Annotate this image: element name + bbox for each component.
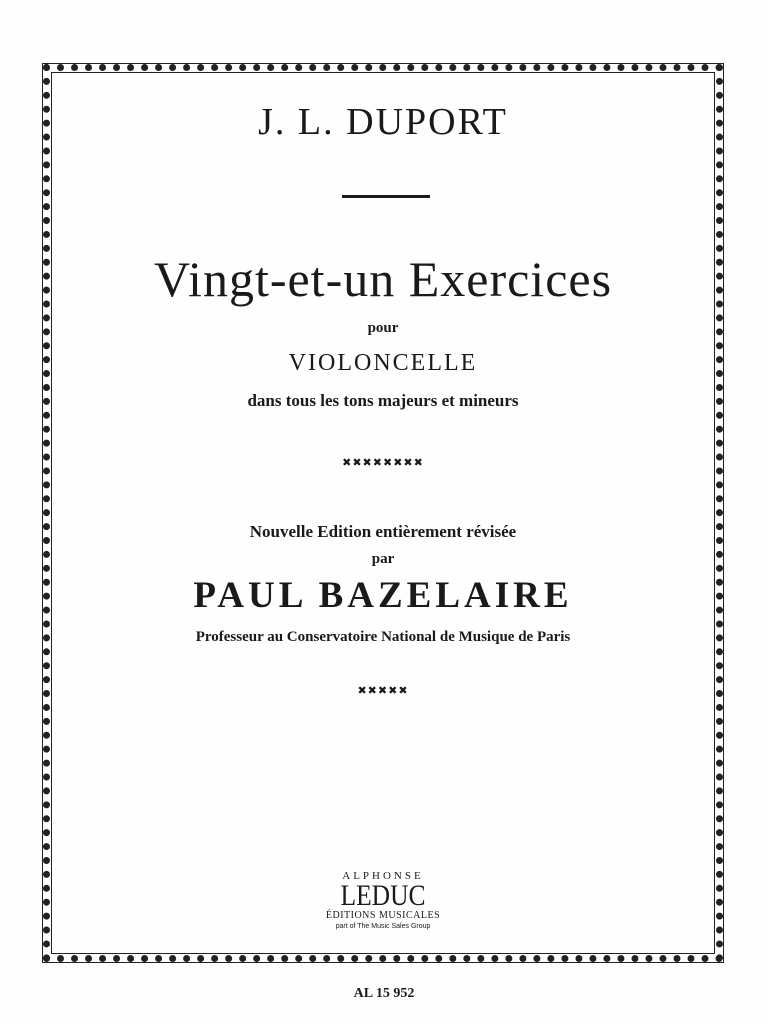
logo-line-group: part of The Music Sales Group bbox=[335, 923, 431, 930]
logo-line-alphonse: ALPHONSE bbox=[342, 870, 424, 882]
divider-rule bbox=[342, 195, 430, 198]
work-title: Vingt-et-un Exercices bbox=[153, 251, 613, 307]
composer-name: J. L. DUPORT bbox=[258, 101, 508, 143]
border-inner-line bbox=[51, 72, 715, 954]
decorative-border bbox=[43, 64, 723, 962]
ornament-row-2: ✖✖✖✖✖ bbox=[357, 684, 409, 697]
pour-text: pour bbox=[367, 320, 399, 336]
ornament-row-1: ✖✖✖✖✖✖✖✖ bbox=[342, 456, 424, 469]
edition-note: Nouvelle Edition entièrement révisée bbox=[249, 522, 517, 541]
reviser-title: Professeur au Conservatoire National de Musique de Paris bbox=[195, 629, 571, 645]
catalog-number: AL 15 952 bbox=[353, 986, 415, 1001]
keys-description: dans tous les tons majeurs et mineurs bbox=[247, 391, 519, 410]
logo-line-editions: ÉDITIONS MUSICALES bbox=[325, 910, 441, 921]
reviser-name: PAUL BAZELAIRE bbox=[193, 575, 573, 616]
logo-line-leduc: LEDUC bbox=[340, 879, 426, 912]
instrument-name: VIOLONCELLE bbox=[288, 350, 478, 376]
publisher-logo bbox=[303, 870, 463, 931]
par-text: par bbox=[371, 551, 395, 567]
